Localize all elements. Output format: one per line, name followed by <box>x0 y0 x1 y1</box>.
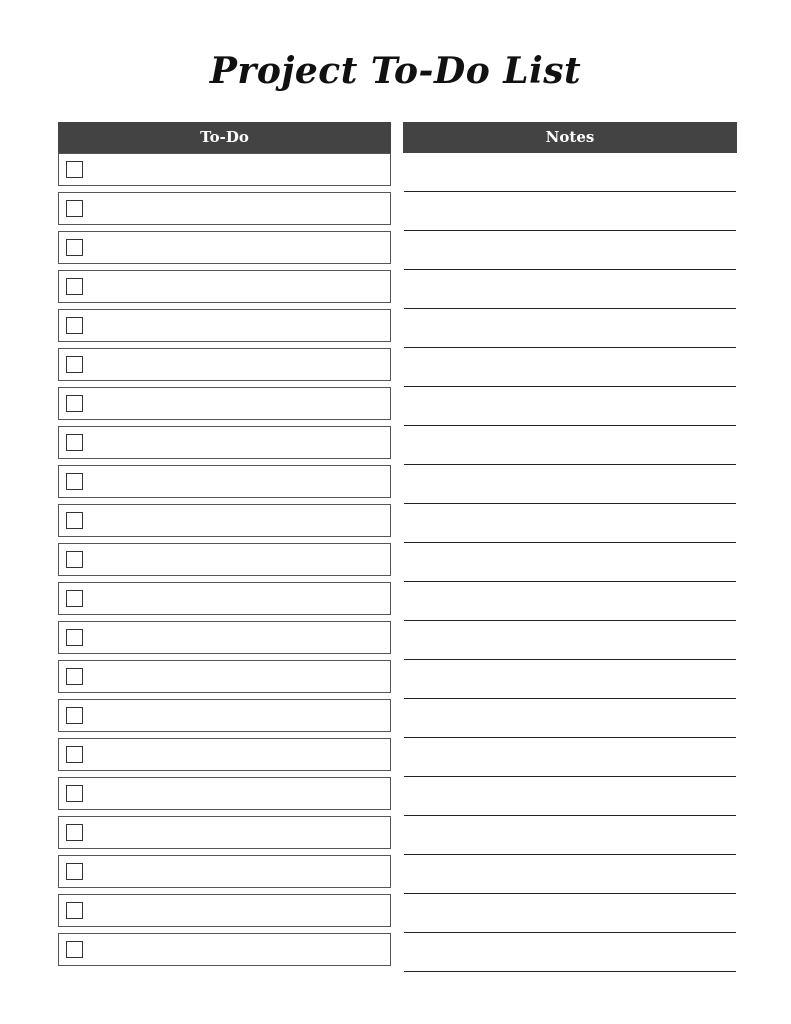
todo-row[interactable] <box>58 465 391 498</box>
todo-checkbox[interactable] <box>66 200 83 217</box>
todo-checkbox[interactable] <box>66 668 83 685</box>
notes-line[interactable] <box>404 816 736 855</box>
todo-row[interactable] <box>58 816 391 849</box>
todo-checkbox[interactable] <box>66 551 83 568</box>
notes-line[interactable] <box>404 660 736 699</box>
todo-row[interactable] <box>58 309 391 342</box>
todo-row[interactable] <box>58 387 391 420</box>
todo-row[interactable] <box>58 738 391 771</box>
notes-line[interactable] <box>404 387 736 426</box>
todo-row[interactable] <box>58 933 391 966</box>
notes-line[interactable] <box>404 153 736 192</box>
todo-row[interactable] <box>58 231 391 264</box>
todo-checkbox[interactable] <box>66 317 83 334</box>
todo-row[interactable] <box>58 426 391 459</box>
todo-checkbox[interactable] <box>66 629 83 646</box>
todo-checkbox[interactable] <box>66 356 83 373</box>
notes-line[interactable] <box>404 504 736 543</box>
notes-column-header: Notes <box>403 122 737 153</box>
todo-row[interactable] <box>58 153 391 186</box>
todo-column-header: To-Do <box>58 122 391 153</box>
notes-line[interactable] <box>404 933 736 972</box>
notes-list <box>404 153 736 972</box>
todo-row[interactable] <box>58 582 391 615</box>
todo-checkbox[interactable] <box>66 434 83 451</box>
todo-row[interactable] <box>58 660 391 693</box>
page-title: Project To-Do List <box>209 50 582 92</box>
notes-line[interactable] <box>404 894 736 933</box>
notes-line[interactable] <box>404 621 736 660</box>
todo-row[interactable] <box>58 894 391 927</box>
notes-line[interactable] <box>404 231 736 270</box>
todo-checkbox[interactable] <box>66 590 83 607</box>
todo-row[interactable] <box>58 192 391 225</box>
todo-checkbox[interactable] <box>66 824 83 841</box>
notes-line[interactable] <box>404 348 736 387</box>
todo-checkbox[interactable] <box>66 785 83 802</box>
notes-line[interactable] <box>404 777 736 816</box>
todo-list <box>58 153 391 966</box>
todo-row[interactable] <box>58 777 391 810</box>
todo-row[interactable] <box>58 855 391 888</box>
notes-line[interactable] <box>404 270 736 309</box>
todo-row[interactable] <box>58 543 391 576</box>
todo-row[interactable] <box>58 699 391 732</box>
todo-row[interactable] <box>58 504 391 537</box>
notes-line[interactable] <box>404 309 736 348</box>
notes-line[interactable] <box>404 855 736 894</box>
todo-checkbox[interactable] <box>66 161 83 178</box>
notes-line[interactable] <box>404 543 736 582</box>
todo-checkbox[interactable] <box>66 707 83 724</box>
todo-checkbox[interactable] <box>66 395 83 412</box>
todo-checkbox[interactable] <box>66 239 83 256</box>
todo-checkbox[interactable] <box>66 278 83 295</box>
todo-checkbox[interactable] <box>66 512 83 529</box>
notes-line[interactable] <box>404 192 736 231</box>
notes-line[interactable] <box>404 738 736 777</box>
notes-line[interactable] <box>404 426 736 465</box>
notes-line[interactable] <box>404 699 736 738</box>
notes-line[interactable] <box>404 582 736 621</box>
notes-line[interactable] <box>404 465 736 504</box>
todo-checkbox[interactable] <box>66 863 83 880</box>
todo-row[interactable] <box>58 270 391 303</box>
todo-row[interactable] <box>58 348 391 381</box>
todo-checkbox[interactable] <box>66 902 83 919</box>
todo-checkbox[interactable] <box>66 473 83 490</box>
todo-row[interactable] <box>58 621 391 654</box>
todo-checkbox[interactable] <box>66 941 83 958</box>
todo-checkbox[interactable] <box>66 746 83 763</box>
